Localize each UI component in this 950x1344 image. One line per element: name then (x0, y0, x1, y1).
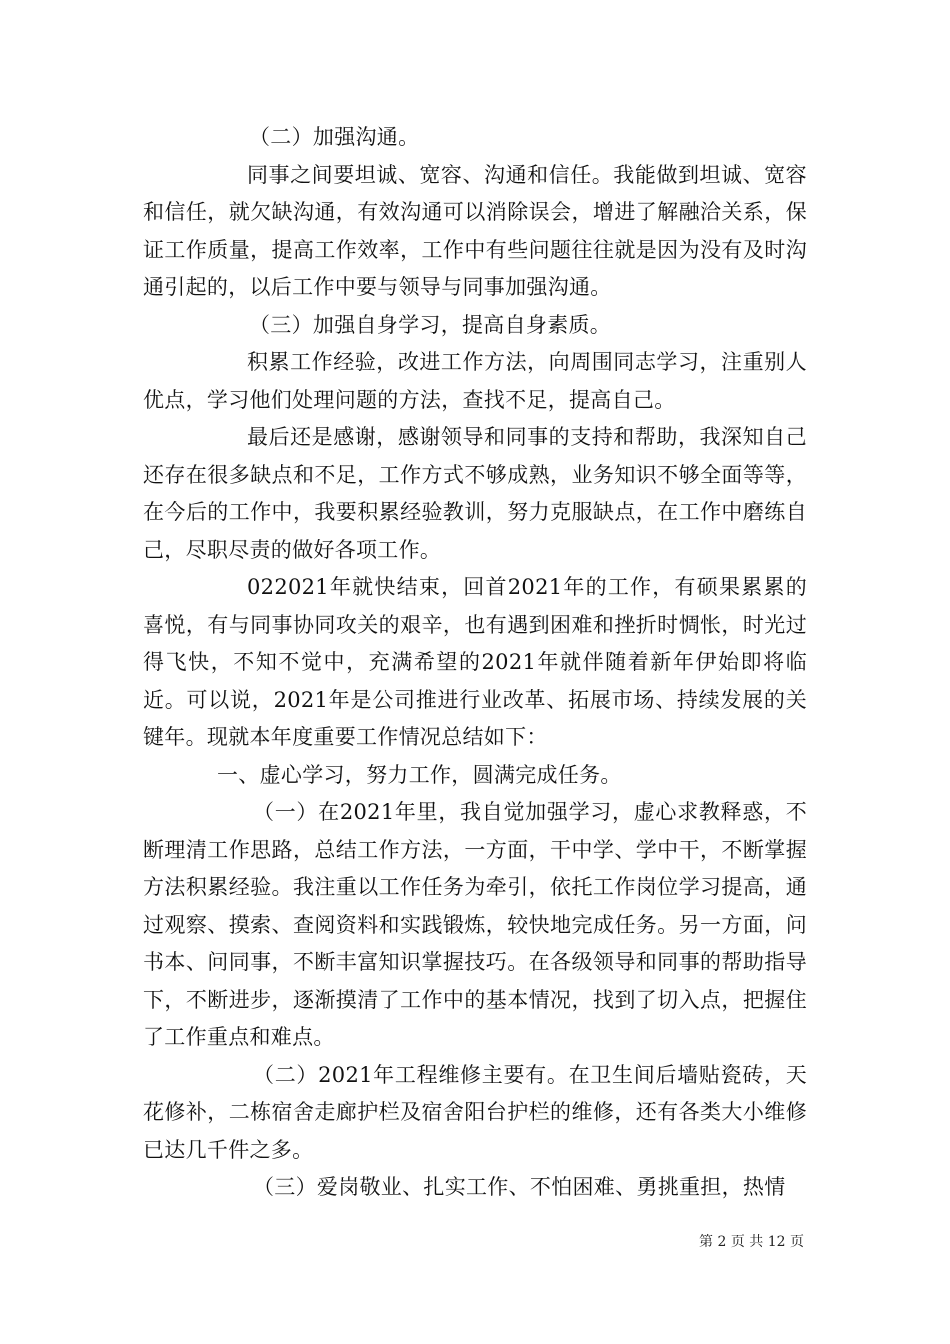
paragraph-communication: 同事之间要坦诚、宽容、沟通和信任。我能做到坦诚、宽容和信任，就欠缺沟通，有效沟通可以消除误会，增进了解融洽关系，保证工作质量，提高工作效率，工作中有些问题往往就是因为没有及时沟通引起的，以后工作中要与领导与同事加强沟通。 (143, 162, 807, 299)
paragraph-self-study: 积累工作经验，改进工作方法，向周围同志学习，注重别人优点，学习他们处理问题的方法，查找不足，提高自己。 (143, 350, 807, 412)
paragraph-dedication: （三）爱岗敬业、扎实工作、不怕困难、勇挑重担，热情 (253, 1175, 786, 1199)
section-heading-communication: （二）加强沟通。 (249, 125, 420, 149)
paragraph-maintenance: （二）2021年工程维修主要有。在卫生间后墙贴瓷砖，天花修补，二栋宿舍走廊护栏及宿舍阳台护栏的维修，还有各类大小维修已达几千件之多。 (143, 1062, 807, 1162)
document-body (143, 119, 807, 1207)
section-heading-self-study: （三）加强自身学习，提高自身素质。 (249, 312, 612, 337)
page-number-footer: 第 2 页 共 12 页 (699, 1234, 804, 1250)
section-heading-learning: 一、虚心学习，努力工作，圆满完成任务。 (217, 762, 622, 787)
paragraph-year-summary: 022021年就快结束，回首2021年的工作，有硕果累累的喜悦，有与同事协同攻关的艰辛，也有遇到困难和挫折时惆怅，时光过得飞快，不知不觉中，充满希望的2021年就伴随着新年伊始即将临近。可以说，2021年是公司推进行业改革、拓展市场、持续发展的关键年。现就本年度重要工作情况总结如下： (143, 575, 807, 749)
paragraph-thanks: 最后还是感谢，感谢领导和同事的支持和帮助，我深知自己还存在很多缺点和不足，工作方式不够成熟，业务知识不够全面等等，在今后的工作中，我要积累经验教训，努力克服缺点，在工作中磨练自己，尽职尽责的做好各项工作。 (143, 425, 807, 562)
paragraph-learning-detail: （一）在2021年里，我自觉加强学习，虚心求教释惑，不断理清工作思路，总结工作方法，一方面，干中学、学中干，不断掌握方法积累经验。我注重以工作任务为牵引，依托工作岗位学习提高，通过观察、摸索、查阅资料和实践锻炼，较快地完成任务。另一方面，问书本、问同事，不断丰富知识掌握技巧。在各级领导和同事的帮助指导下，不断进步，逐渐摸清了工作中的基本情况，找到了切入点，把握住了工作重点和难点。 (143, 800, 807, 1049)
